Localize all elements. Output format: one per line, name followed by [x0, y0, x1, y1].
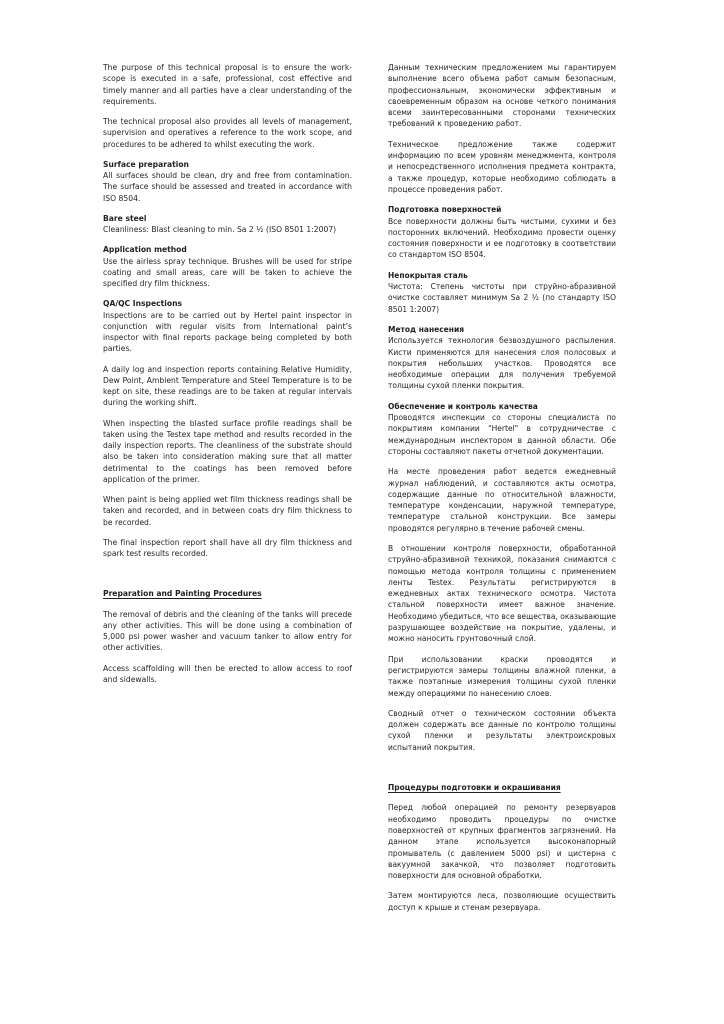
- paragraph: The final inspection report shall have all dry film thickness and spark test results recorded.: [103, 537, 352, 558]
- paragraph: The technical proposal also provides all levels of management, supervision and operatives a reference to the work scope, and procedures to be adhered to whilst executing the work.: [103, 117, 352, 149]
- section-heading-underlined: Preparation and Painting Procedures: [103, 589, 262, 599]
- english-column-body: [103, 62, 352, 685]
- section-heading: Surface preparation: [103, 159, 189, 169]
- vertical-spacer: [103, 568, 352, 588]
- paragraph: Use the airless spray technique. Brushes will be used for stripe coating and small areas, care will be taken to achieve the specified dry film thickness.: [103, 256, 352, 288]
- section-heading: Application method: [103, 245, 187, 255]
- paragraph: The removal of debris and the cleaning of the tanks will precede any other activities. This will be done using a combination of 5,000 psi power washer and vacuum tanker to allow entry for other activities.: [103, 609, 352, 653]
- paragraph: The purpose of this technical proposal is to ensure the work-scope is executed in a safe, professional, cost effective and timely manner and all parties have a clear understanding of the requirements.: [103, 63, 352, 106]
- section-heading: Обеспечение и контроль качества: [388, 401, 538, 411]
- paragraph: Используется технология безвоздушного распыления. Кисти применяются для нанесения слоя полосовых и покрытия небольших участков. Проводятся все необходимые операции для получения требуемой толщины сухой пленки покрытия.: [388, 336, 616, 391]
- two-column-layout: [0, 62, 724, 922]
- section-heading-underlined: Процедуры подготовки и окрашивания: [388, 783, 561, 793]
- paragraph: When inspecting the blasted surface profile readings shall be taken using the Testex tape method and results recorded in the daily inspection reports. The cleanliness of the substrate should also be taken into consideration making sure that all matter detrimental to the coatings has been removed before application of the primer.: [103, 418, 352, 484]
- paragraph: When paint is being applied wet film thickness readings shall be taken and recorded, and in between coats dry film thickness to be recorded.: [103, 495, 352, 527]
- paragraph: Сводный отчет о техническом состоянии объекта должен содержать все данные по контролю толщины сухой пленки и результаты электроискровых испытаний покрытия.: [388, 708, 616, 752]
- paragraph: Данным техническим предложением мы гарантируем выполнение всего объема работ самым безопасным, профессиональным, экономически эффективным и своевременным образом на основе четкого понимания всеми заинтересованными сторонами технических требований к проведению работ.: [388, 63, 616, 129]
- paragraph: На месте проведения работ ведется ежедневный журнал наблюдений, и составляются акты осмотра, содержащие данные по относительной влажности, температуре конденсации, наружной температуре, температуре стальной конструкции. Все замеры проводятся регулярно в течение рабочей смены.: [388, 467, 616, 533]
- section-heading: Непокрытая сталь: [388, 270, 468, 280]
- section-heading: QA/QC Inspections: [103, 299, 182, 309]
- paragraph: Cleanliness: Blast cleaning to min. Sa 2 ½ (ISO 8501 1:2007): [103, 225, 337, 234]
- paragraph: В отношении контроля поверхности, обработанной струйно-абразивной техникой, показания снимаются с помощью метода контроля толщины с применением ленты Testex. Результаты регистрируются в ежедневных актах технического осмотра. Чистота стальной поверхности имеет важное значение. Необходимо убедиться, что все вещества, оказывающие разрушающее воздействие на покрытие, удалены, и можно наносить грунтовочный слой.: [388, 543, 616, 644]
- section-heading: Bare steel: [103, 213, 147, 223]
- paragraph: Все поверхности должны быть чистыми, сухими и без посторонних включений. Необходимо провести оценку состояния поверхности и ее подготовку в соответствии со стандартом ISO 8504.: [388, 216, 616, 260]
- paragraph: Inspections are to be carried out by Hertel paint inspector in conjunction with regular visits from International paint’s inspector with final reports package being completed by both parties.: [103, 310, 352, 354]
- paragraph: Чистота: Степень чистоты при струйно-абразивной очистке составляет минимум Sa 2 ½ (по стандарту ISO 8501 1:2007): [388, 282, 616, 314]
- paragraph: При использовании краски проводятся и регистрируются замеры толщины влажной пленки, а также поэтапные измерения толщины сухой пленки между операциями по нанесению слоев.: [388, 654, 616, 698]
- paragraph: All surfaces should be clean, dry and free from contamination. The surface should be assessed and treated in accordance with ISO 8504.: [103, 171, 352, 203]
- paragraph: Access scaffolding will then be erected to allow access to roof and sidewalls.: [103, 663, 352, 684]
- section-heading: Подготовка поверхностей: [388, 205, 502, 215]
- english-column: [0, 62, 352, 694]
- russian-column: [352, 62, 724, 922]
- paragraph: Проводятся инспекции со стороны специалиста по покрытиям компании "Hertel" в сотрудничестве с международным инспектором в данной области. Обе стороны составляют пакеты отчетной документации.: [388, 413, 616, 456]
- vertical-spacer: [388, 762, 616, 782]
- paragraph: Техническое предложение также содержит информацию по всем уровням менеджмента, контроля и непосредственного исполнения предмета контракта, а также процедур, которые необходимо соблюдать в процессе проведения работ.: [388, 139, 616, 194]
- paragraph: Затем монтируются леса, позволяющие осуществить доступ к крыше и стенам резервуара.: [388, 891, 616, 912]
- paragraph: A daily log and inspection reports containing Relative Humidity, Dew Point, Ambient Temperature and Steel Temperature is to be kept on site, these readings are to be taken at regular intervals during the working shift.: [103, 364, 352, 408]
- section-heading: Метод нанесения: [388, 324, 465, 334]
- paragraph: Перед любой операцией по ремонту резервуаров необходимо проводить процедуры по очистке поверхностей от крупных фрагментов загрязнений. На данном этапе используется высоконапорный промыватель (с давлением 5000 psi) и цистерна с вакуумной закачкой, что позволяет подготовить поверхности для основной обработки.: [388, 803, 616, 881]
- russian-column-body: [388, 62, 616, 913]
